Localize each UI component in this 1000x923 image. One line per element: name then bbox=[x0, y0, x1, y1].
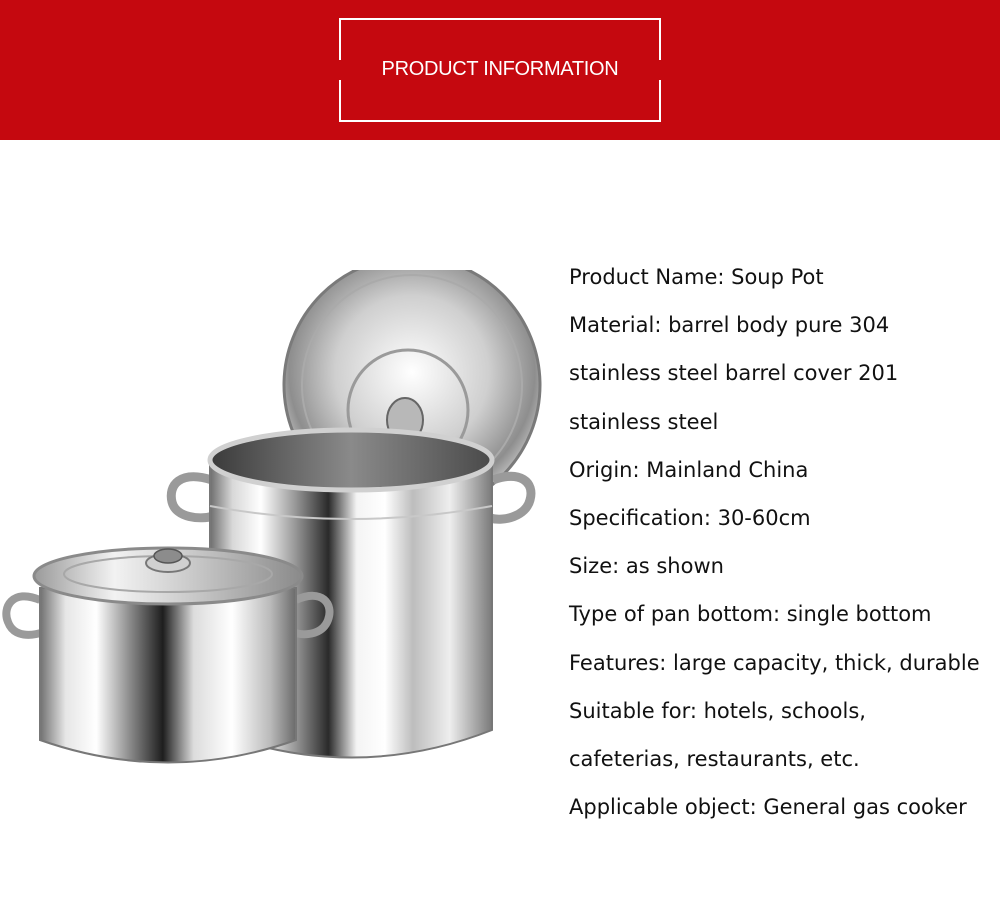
spec-applicable-object: Applicable object: General gas cooker bbox=[569, 795, 967, 820]
spec-specification: Specification: 30-60cm bbox=[569, 505, 811, 530]
spec-material: Material: barrel body pure 304 bbox=[569, 313, 890, 338]
product-image bbox=[0, 270, 560, 790]
spec-features: Features: large capacity, thick, durable bbox=[569, 650, 980, 675]
spec-pan-bottom: Type of pan bottom: single bottom bbox=[569, 602, 932, 627]
small-pot bbox=[34, 548, 302, 763]
title-frame bbox=[339, 18, 661, 122]
header-banner bbox=[0, 0, 1000, 140]
spec-size: Size: as shown bbox=[569, 554, 724, 579]
spec-material-cont-2: stainless steel bbox=[569, 409, 719, 434]
spec-suitable-for-cont: cafeterias, restaurants, etc. bbox=[569, 746, 860, 771]
spec-product-name: Product Name: Soup Pot bbox=[569, 265, 824, 289]
product-specs bbox=[569, 258, 994, 836]
spec-suitable-for: Suitable for: hotels, schools, bbox=[569, 698, 866, 723]
spec-material-cont-1: stainless steel barrel cover 201 bbox=[569, 361, 899, 386]
page-title: PRODUCT INFORMATION bbox=[381, 58, 619, 80]
spec-origin: Origin: Mainland China bbox=[569, 457, 809, 482]
